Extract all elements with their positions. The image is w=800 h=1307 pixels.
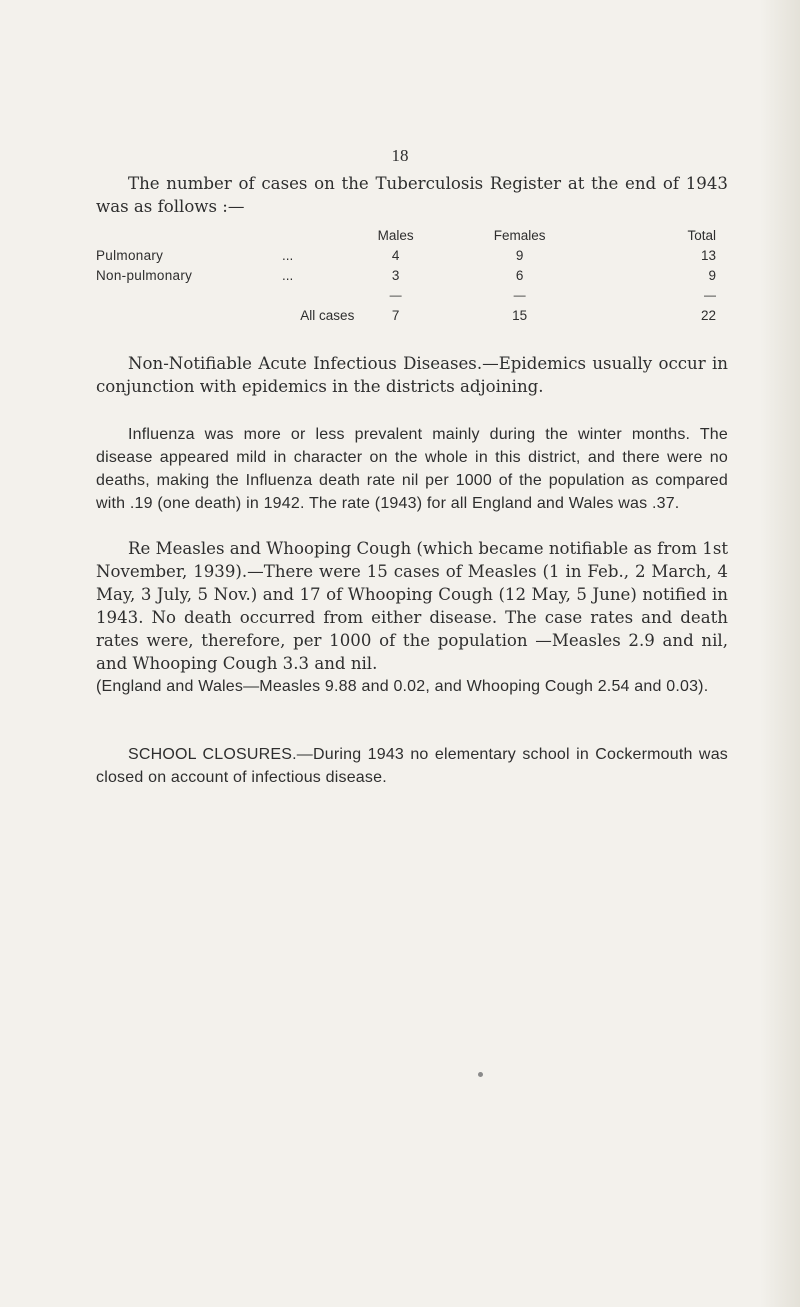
table-total-row bbox=[96, 305, 716, 325]
influenza-paragraph: Influenza was more or less prevalent mainly during the winter months. The disease appeared mild in character on the whole in this district, and there were no deaths, making the Influenza death rate nil per 1000 of the population as compared with .19 (one death) in 1942. The rate (1943) for all England and Wales was .37. bbox=[96, 426, 728, 512]
all-cases-females: 15 bbox=[512, 307, 528, 323]
header-females: Females bbox=[493, 227, 546, 243]
england-wales-comparison: (England and Wales—Measles 9.88 and 0.02, and Whooping Cough 2.54 and 0.03). bbox=[96, 678, 709, 695]
row-leader-dots: ... bbox=[282, 267, 294, 283]
row-leader-dots: ... bbox=[282, 247, 294, 263]
rule-total: — bbox=[704, 288, 716, 302]
row-males: 3 bbox=[391, 267, 400, 283]
all-cases-label: All cases bbox=[300, 307, 355, 323]
all-cases-total: 22 bbox=[700, 307, 716, 323]
tb-register-intro: The number of cases on the Tuberculosis Register at the end of 1943 was as follows :— bbox=[96, 174, 728, 216]
row-females: 6 bbox=[515, 267, 524, 283]
non-notifiable-paragraph: Non-Notifiable Acute Infectious Diseases.—Epidemics usually occur in conjunction with epidemics in the districts adjoining. bbox=[96, 354, 728, 396]
header-total: Total bbox=[687, 227, 716, 243]
all-cases-males: 7 bbox=[391, 307, 400, 323]
tuberculosis-register-table bbox=[96, 225, 716, 325]
table-row bbox=[96, 245, 716, 265]
table-header-row bbox=[96, 225, 716, 245]
row-females: 9 bbox=[515, 247, 524, 263]
print-speck bbox=[478, 1072, 483, 1077]
measles-whooping-cough-paragraph: Re Measles and Whooping Cough (which became notifiable as from 1st November, 1939).—There were 15 cases of Measles (1 in Feb., 2 March, 4 May, 3 July, 5 Nov.) and 17 of Whooping Cough (12 May, 5 June) notified in 1943. No death occurred from either disease. The case rates and death rates were, therefore, per 1000 of the population —Measles 2.9 and nil, and Whooping Cough 3.3 and nil. bbox=[96, 539, 728, 673]
rule-males: — bbox=[389, 288, 402, 302]
row-total: 13 bbox=[700, 247, 716, 263]
row-label: Pulmonary bbox=[96, 247, 164, 263]
row-males: 4 bbox=[391, 247, 400, 263]
rule-females: — bbox=[513, 288, 526, 302]
page-edge-shadow bbox=[760, 0, 800, 1307]
header-males: Males bbox=[377, 227, 414, 243]
table-row bbox=[96, 265, 716, 285]
school-closures-paragraph: SCHOOL CLOSURES.—During 1943 no elementary school in Cockermouth was closed on account of infectious disease. bbox=[96, 746, 728, 786]
table-rule-row bbox=[96, 285, 716, 305]
row-total: 9 bbox=[708, 267, 716, 283]
page-number: 18 bbox=[391, 146, 409, 165]
row-label: Non-pulmonary bbox=[96, 267, 193, 283]
